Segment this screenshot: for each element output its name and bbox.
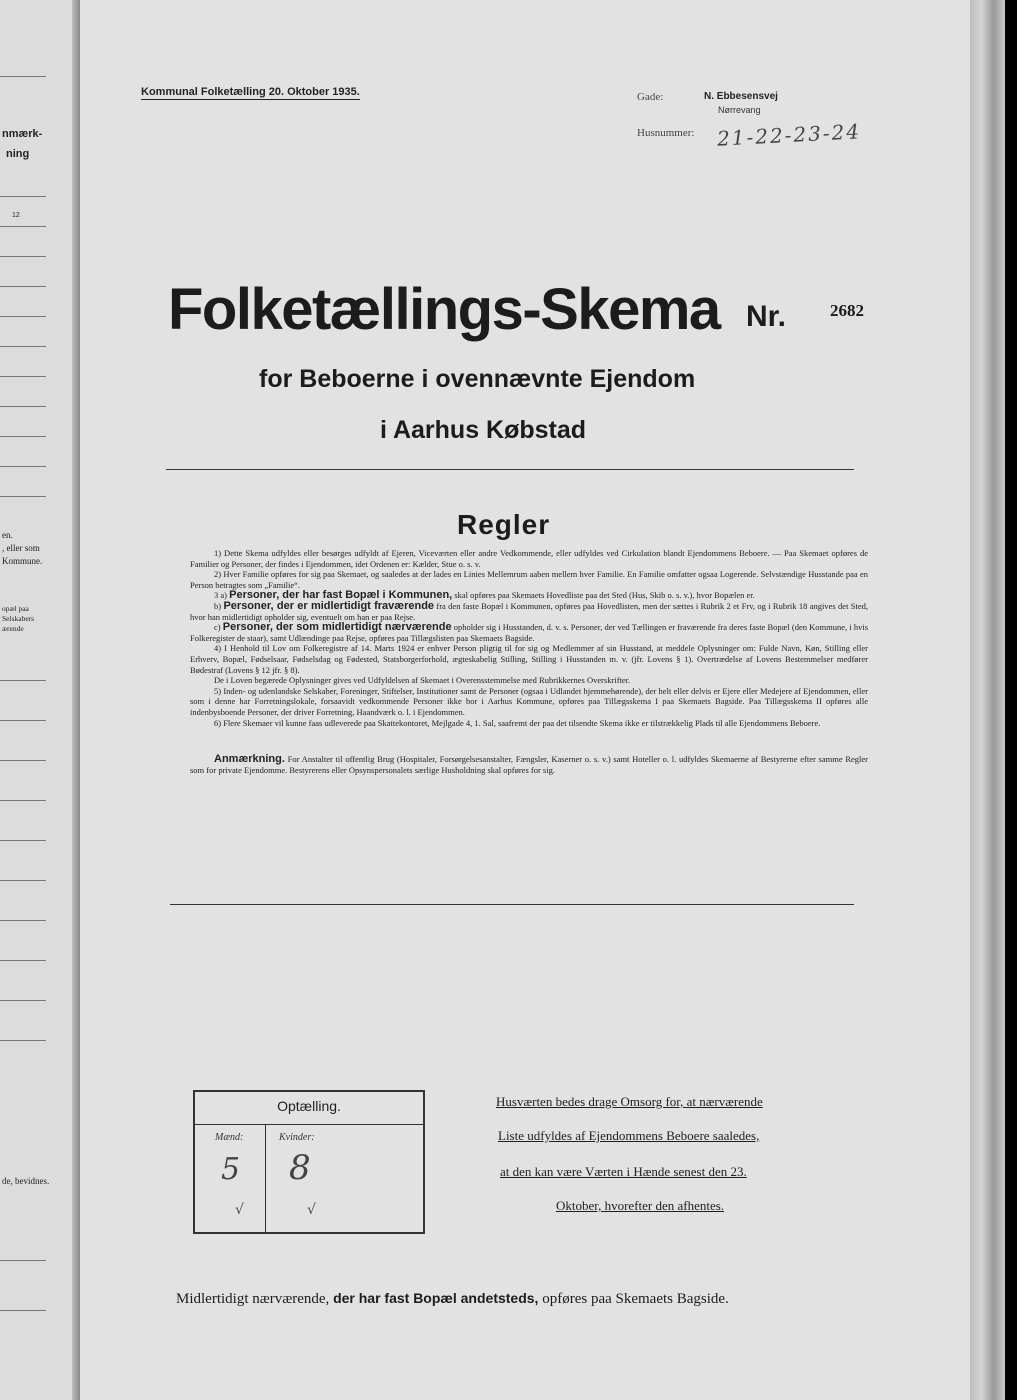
- gade-label: Gade:: [637, 91, 664, 103]
- divider: [0, 1260, 46, 1261]
- men-label: Mænd:: [215, 1132, 244, 1143]
- form-nr-value: 2682: [830, 301, 864, 320]
- footer-note: Midlertidigt nærværende, der har fast Bopæl andetsteds, opføres paa Skemaets Bagside.: [176, 1290, 729, 1307]
- divider: [0, 960, 46, 961]
- count-box: [193, 1090, 425, 1234]
- form-nr-label: Nr.: [746, 300, 787, 333]
- rules-note: Anmærkning. For Anstalter til offentlig Brug (Hospitaler, Forsørgelsesanstalter, Fængsler, Kaserner o. s. v.) samt Hoteller o. l. udfyldes Skemaerne af Bestyrerne efter samme Regler som for private Ejendomme. Bestyrerens eller Opsynspersonalets særlige Husholdning skal opføres for sig.: [190, 753, 868, 775]
- rule-3a: 3 a) Personer, der har fast Bopæl i Kommunen, skal opføres paa Skemaets Hovedliste paa det Sted (Hus, Skib o. s. v.), hvor Bopælen er.: [214, 589, 755, 602]
- form-subtitle-2: i Aarhus Købstad: [380, 416, 587, 444]
- form-subtitle-1: for Beboerne i ovennævnte Ejendom: [259, 365, 696, 393]
- title-rule: [166, 469, 854, 470]
- census-form-page: [80, 0, 970, 1400]
- rule-3b: b) Personer, der er midlertidigt fraværende fra den faste Bopæl i Kommunen, opføres paa Hovedlisten, men der sættes i Rubrik 2 et Frv, og i Rubrik 18 angives det Sted, hvor han midlertidigt opholder sig, eventuelt om han er paa Rejse.: [190, 599, 869, 622]
- rules-end-rule: [170, 904, 854, 905]
- count-divider: [265, 1124, 266, 1232]
- page-edge: [72, 0, 80, 1400]
- divider: [0, 760, 46, 761]
- count-title: Optælling.: [277, 1098, 341, 1114]
- gade-value-secondary: Nørrevang: [718, 105, 761, 115]
- left-fragment: nmærk-: [2, 128, 43, 140]
- rule-2: 2) Hver Familie opføres for sig paa Skemaet, og saaledes at der lades en Linies Mellemrum aaben mellem hver Familie. En Familie omfatter ogsaa Logerende. Selvstændige Husstande paa en Person betragtes som „Familie“.: [190, 569, 868, 590]
- divider: [0, 76, 46, 77]
- women-label: Kvinder:: [279, 1132, 315, 1143]
- left-fragment: Kommune.: [2, 556, 43, 566]
- divider: [0, 496, 46, 497]
- divider: [0, 316, 46, 317]
- left-fragment: de, bevidnes.: [2, 1176, 50, 1186]
- husnummer-value: 21-22-23-24: [716, 119, 862, 151]
- husnummer-label: Husnummer:: [637, 127, 695, 139]
- divider: [0, 256, 46, 257]
- men-count: 5: [221, 1152, 241, 1187]
- rule-1: 1) Dette Skema udfyldes eller besørges udfyldt af Ejeren, Viceværten eller andre Vedkommende, eller udfyldes ved Cirkulation blandt Ejendommens Beboere. — Paa Skemaet opføres de Familier og Personer, der findes i Ejendommen, idet Ordenen er: Kælder, Stue o. s. v.: [190, 548, 868, 569]
- census-header: Kommunal Folketælling 20. Oktober 1935.: [141, 86, 360, 98]
- left-fragment: ærende: [2, 624, 24, 633]
- women-checkmark: √: [307, 1202, 316, 1218]
- divider: [0, 800, 46, 801]
- left-facing-page: [0, 0, 80, 1400]
- notice-line: at den kan være Værten i Hænde senest den 23.: [500, 1164, 747, 1179]
- rule-5: 5) Inden- og udenlandske Selskaber, Foreninger, Stiftelser, Institutioner samt de Personer (ogsaa i Udlandet hjemmehørende), der helt eller delvis er Ejere eller Medejere af Ejendommen, eller som i denne har Forretningslokale, forsaavidt vedkommende Personer ikke bor i Aarhus Kommune, opføres paa Tillægsskema I paa Skemaets Bagside. Paa Tillægsskema II opføres alle indenbysboende Personer, der driver Forretning, Haandværk o. l. i Ejendommen.: [190, 685, 868, 717]
- divider: [0, 346, 46, 347]
- page-stack-edge: [970, 0, 1005, 1400]
- divider: [0, 406, 46, 407]
- rule-4: 4) I Henhold til Lov om Folkeregistre af 14. Marts 1924 er enhver Person pligtig til for sig og Medlemmer af sin Husstand, at meddele Oplysninger om: Fulde Navn, Køn, Stilling eller Erhverv, Bopæl, Fødselsaar, Fødselsdag og Fødested, Statsborgerforhold, ægteskabelig Stilling, Stilling i Husstanden m. v. (jfr. Lovens § 1). Overtrædelse af Lovens Bestemmelser medfører Bødestraf (Lovens § 12 jfr. § 8).: [190, 643, 868, 675]
- divider: [0, 880, 46, 881]
- rules-heading: Regler: [457, 509, 551, 540]
- rule-3c: c) Personer, der som midlertidigt nærværende opholder sig i Husstanden, d. v. s. Personer, der ved Tællingen er fraværende fra deres faste Bopæl (den Kommune, i hvis Folkeregister de staar), samt Udlændinge paa Rejse, opføres paa Tillægslisten paa Skemaets Bagside.: [190, 621, 868, 643]
- left-fragment: en.: [2, 530, 13, 540]
- gade-value: N. Ebbesensvej: [704, 91, 778, 102]
- divider: [0, 1310, 46, 1311]
- left-fragment: Selskabers: [2, 614, 35, 623]
- men-checkmark: √: [235, 1202, 244, 1218]
- divider: [0, 286, 46, 287]
- left-fragment: opæl paa: [2, 604, 29, 613]
- divider: [0, 720, 46, 721]
- divider: [0, 1040, 46, 1041]
- divider: [0, 920, 46, 921]
- notice-line: Oktober, hvorefter den afhentes.: [556, 1198, 725, 1213]
- women-count: 8: [289, 1148, 311, 1188]
- divider: [0, 1000, 46, 1001]
- rules-body: [190, 548, 868, 775]
- count-divider: [195, 1124, 423, 1125]
- divider: [0, 680, 46, 681]
- left-fragment: ning: [6, 148, 30, 160]
- notice-line: Liste udfyldes af Ejendommens Beboere saaledes,: [498, 1128, 760, 1143]
- divider: [0, 840, 46, 841]
- rule-4b: De i Loven begærede Oplysninger gives ved Udfyldelsen af Skemaet i Overensstemmelse med Rubrikkernes Overskrifter.: [214, 675, 631, 686]
- divider: [0, 226, 46, 227]
- rule-6: 6) Flere Skemaer vil kunne faas udleverede paa Skattekontoret, Mejlgade 4, 1. Sal, saafremt der paa det tilsendte Skema ikke er tilstrækkelig Plads til alle Ejendommens Beboere.: [214, 717, 821, 728]
- notice-line: Husværten bedes drage Omsorg for, at nærværende: [496, 1094, 763, 1109]
- left-fragment: 12: [12, 212, 20, 219]
- divider: [0, 466, 46, 467]
- divider: [0, 376, 46, 377]
- divider: [0, 196, 46, 197]
- divider: [0, 436, 46, 437]
- form-title: Folketællings-Skema: [168, 277, 720, 342]
- left-fragment: , eller som: [2, 543, 40, 553]
